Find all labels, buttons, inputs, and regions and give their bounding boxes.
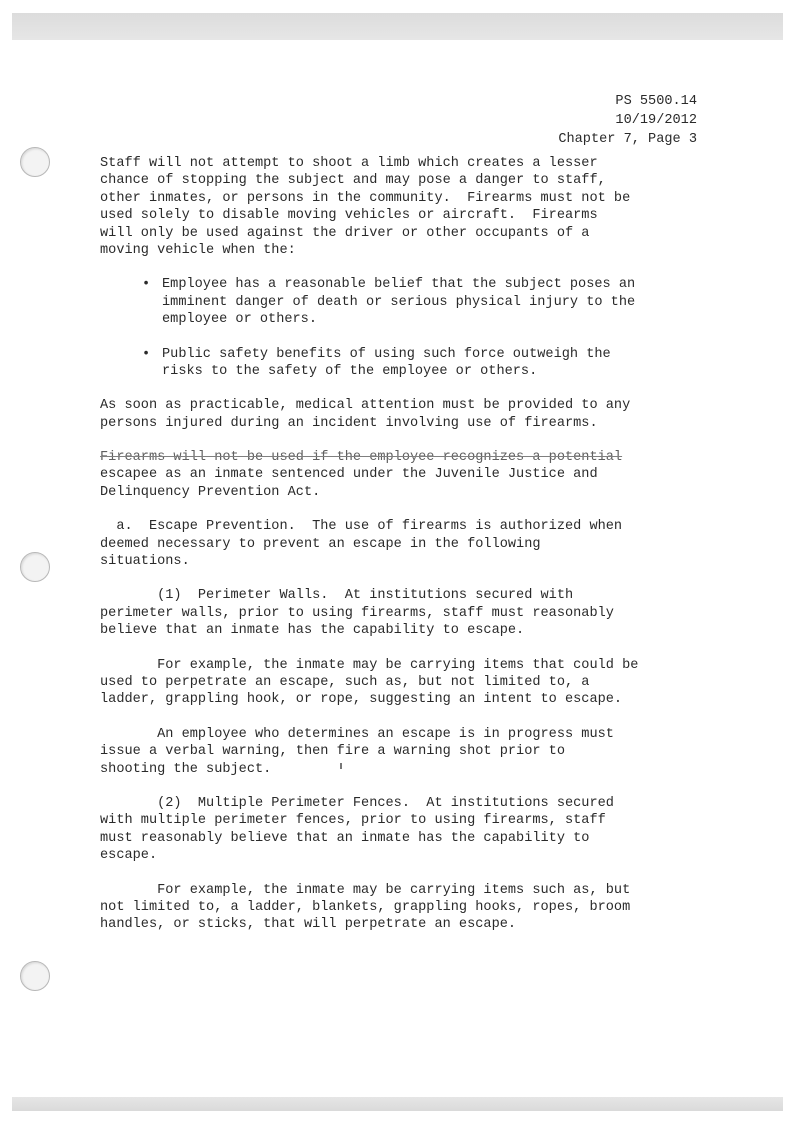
punch-hole	[20, 147, 50, 177]
policy-number: PS 5500.14	[615, 94, 697, 109]
text-line: will only be used against the driver or other occupants of a	[100, 225, 590, 241]
text-line: As soon as practicable, medical attention must be provided to any	[100, 398, 631, 414]
text-line: For example, the inmate may be carrying items such as, but	[100, 882, 631, 898]
multiple-fences-paragraph	[100, 795, 700, 865]
text-line: escapee as an inmate sentenced under the Juvenile Justice and	[100, 467, 598, 483]
bullet-item	[140, 276, 700, 328]
fences-example-paragraph	[100, 882, 700, 934]
text-line: Employee has a reasonable belief that the subject poses an	[162, 277, 636, 293]
bullet-icon: •	[142, 346, 151, 362]
text-line: believe that an inmate has the capability to escape.	[100, 623, 525, 639]
text-line: used to perpetrate an escape, such as, but not limited to, a	[100, 674, 590, 690]
punch-hole	[20, 961, 50, 991]
text-line: with multiple perimeter fences, prior to using firearms, staff	[100, 813, 606, 829]
text-line: other inmates, or persons in the community. Firearms must not be	[100, 190, 631, 206]
punch-hole	[20, 552, 50, 582]
section-a-paragraph	[100, 518, 700, 570]
juvenile-paragraph	[100, 449, 700, 501]
text-line: used solely to disable moving vehicles or aircraft. Firearms	[100, 208, 598, 224]
text-line: perimeter walls, prior to using firearms, staff must reasonably	[100, 605, 614, 621]
text-line: ladder, grappling hook, or rope, suggesting an intent to escape.	[100, 692, 623, 708]
page-header	[558, 92, 697, 149]
text-line: must reasonably believe that an inmate has the capability to	[100, 830, 590, 846]
text-line: (1) Perimeter Walls. At institutions secured with	[100, 588, 574, 604]
text-line: imminent danger of death or serious physical injury to the	[162, 294, 636, 310]
text-line: escape.	[100, 848, 158, 864]
text-line: Staff will not attempt to shoot a limb which creates a lesser	[100, 156, 598, 171]
text-line: situations.	[100, 554, 190, 570]
text-line: persons injured during an incident involving use of firearms.	[100, 415, 598, 431]
text-line: not limited to, a ladder, blankets, grappling hooks, ropes, broom	[100, 899, 631, 915]
text-line: Delinquency Prevention Act.	[100, 484, 321, 500]
text-line: issue a verbal warning, then fire a warning shot prior to	[100, 744, 565, 760]
medical-paragraph	[100, 397, 700, 432]
bullet-item	[140, 346, 700, 381]
scan-bottom-band	[12, 1097, 783, 1111]
text-line: (2) Multiple Perimeter Fences. At institutions secured	[100, 795, 614, 811]
chapter-page: Chapter 7, Page 3	[558, 132, 697, 147]
text-line: employee or others.	[162, 312, 317, 328]
text-line: a. Escape Prevention. The use of firearms is authorized when	[100, 519, 623, 535]
text-line: For example, the inmate may be carrying items that could be	[100, 657, 639, 673]
text-line: Public safety benefits of using such force outweigh the	[162, 346, 611, 362]
text-line: chance of stopping the subject and may pose a danger to staff,	[100, 173, 606, 189]
bullet-list	[140, 276, 700, 380]
document-date: 10/19/2012	[615, 113, 697, 128]
bullet-icon: •	[142, 277, 151, 293]
text-line: deemed necessary to prevent an escape in the following	[100, 536, 541, 552]
intro-paragraph	[100, 155, 700, 259]
verbal-warning-paragraph	[100, 726, 700, 778]
perimeter-walls-paragraph	[100, 587, 700, 639]
document-body	[100, 155, 700, 934]
scan-top-band	[12, 13, 783, 40]
struck-text-line: Firearms will not be used if the employee recognizes a potential	[100, 450, 623, 466]
text-line: shooting the subject.	[100, 761, 272, 777]
text-line: An employee who determines an escape is in progress must	[100, 726, 614, 742]
text-line: risks to the safety of the employee or others.	[162, 363, 538, 379]
walls-example-paragraph	[100, 657, 700, 709]
text-line: handles, or sticks, that will perpetrate an escape.	[100, 917, 517, 933]
text-line: moving vehicle when the:	[100, 242, 296, 258]
scan-speck	[340, 763, 342, 769]
